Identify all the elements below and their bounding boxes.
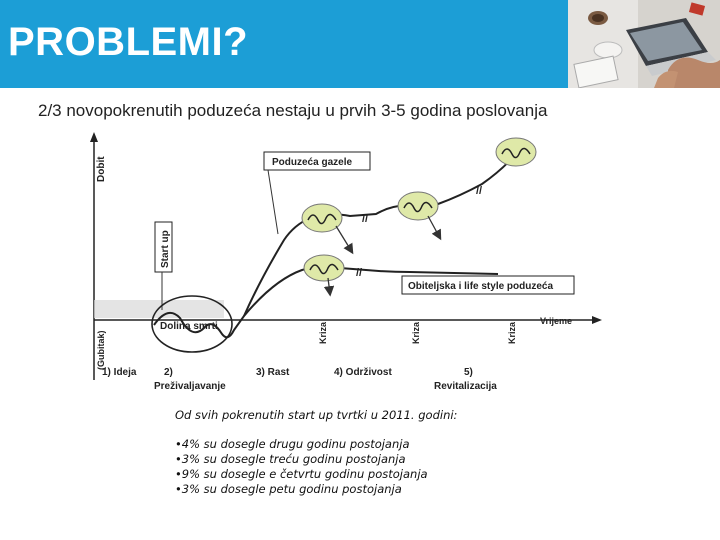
notes-item: •3% su dosegle petu godinu postojanja [175, 482, 402, 496]
y-axis-top-label: Dobit [96, 156, 107, 182]
notes-item: •9% su dosegle e četvrtu godinu postojanja [175, 467, 428, 481]
notes-item: •3% su dosegle treću godinu postojanja [175, 452, 406, 466]
phase-sustainability: 4) Održivost [334, 367, 392, 378]
lifestyle-label: Obiteljska i life style poduzeća [408, 281, 554, 292]
break-mark-3: // [356, 267, 363, 279]
startup-label: Start up [160, 230, 171, 268]
failure-arrow-2 [428, 216, 440, 238]
crisis-label-2: Kriza [411, 321, 421, 344]
crisis-bubble-2 [398, 192, 438, 220]
valley-of-death-label: Dolina smrti [160, 321, 218, 332]
phase-survival: Preživaljavanje [154, 381, 226, 392]
break-mark-1: // [362, 213, 369, 225]
crisis-bubble-4 [304, 255, 344, 281]
failure-arrow-1 [336, 226, 352, 252]
desk-laptop-photo [568, 0, 720, 88]
phase-growth: 3) Rast [256, 367, 290, 378]
business-lifecycle-diagram [88, 130, 608, 400]
statistics-notes [175, 408, 457, 497]
notes-intro: Od svih pokrenutih start up tvrtki u 2011. godini: [175, 408, 458, 422]
crisis-bubble-3 [496, 138, 536, 166]
crisis-label-3: Kriza [507, 321, 517, 344]
slide-title: PROBLEMI? [8, 20, 249, 64]
phase-revitalization: Revitalizacija [434, 381, 497, 392]
break-mark-2: // [476, 185, 483, 197]
gazelle-pointer [268, 170, 278, 234]
gazelle-label: Poduzeća gazele [272, 157, 353, 168]
notes-item: •4% su dosegle drugu godinu postojanja [175, 437, 410, 451]
crisis-bubble-1 [302, 204, 342, 232]
crisis-label-1: Kriza [318, 321, 328, 344]
slide-subtitle: 2/3 novopokrenutih poduzeća nestaju u prvih 3-5 godina poslovanja [38, 101, 548, 120]
phase-survival-num: 2) [164, 367, 173, 378]
phase-idea: 1) Ideja [102, 367, 137, 378]
y-axis-bottom-label: (Gubitak) [96, 330, 106, 370]
x-axis-label: Vrijeme [540, 316, 573, 326]
phase-revitalization-num: 5) [464, 367, 473, 378]
slide-header [0, 0, 720, 88]
x-axis-arrow [592, 316, 602, 324]
y-axis-arrow [90, 132, 98, 142]
